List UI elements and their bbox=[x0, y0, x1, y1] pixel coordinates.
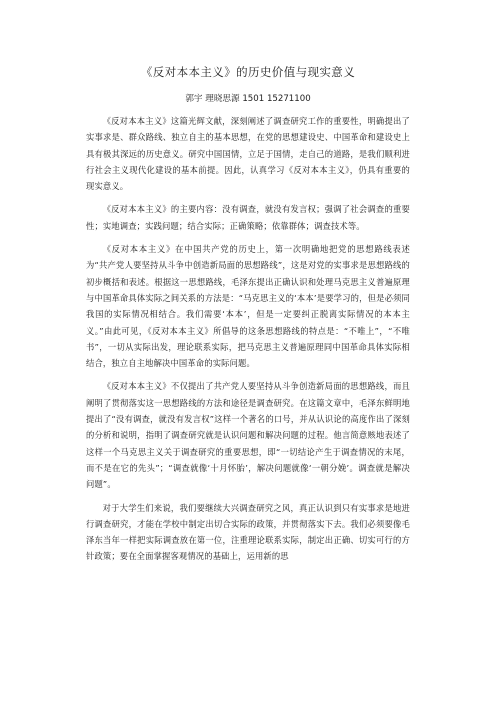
paragraph-5: 对于大学生们来说，我们要继续大兴调查研究之风，真正认识到只有实事求是地进行调查研究，才能在学校中制定出切合实际的政策，并贯彻落实下去。我们必须要像毛泽东当年一样把实际调查放在第一位，注重理论联系实际，制定出正确、切实可行的方针政策；要在全面掌握客观情况的基础上，运用新的思 bbox=[86, 502, 410, 562]
document-title: 《反对本本主义》的历史价值与现实意义 bbox=[140, 65, 356, 79]
author-line: 郭宇 理晓思源 1501 15271100 bbox=[185, 94, 311, 104]
paragraph-3: 《反对本本主义》在中国共产党的历史上，第一次明确地把党的思想路线表述为“共产党人要坚持从斗争中创造新局面的思想路线”，这是对党的实事求是思想路线的初步概括和表述。根据这一思想路线，毛泽东提出正确认识和处理马克思主义普遍原理与中国革命具体实际之间关系的方法是：“马克思主义的‘本本’是要学习的，但是必须同我国的实际情况相结合。我们需要‘本本’，但是一定要纠正脱离实际情况的本本主义。”由此可见，《反对本本主义》所倡导的这条思想路线的特点是：“不唯上”，“不唯书”，一切从实际出发，理论联系实际，把马克思主义普遍原理同中国革命具体实际相结合，独立自主地解决中国革命的实际问题。 bbox=[86, 244, 410, 369]
paragraph-1: 《反对本本主义》这篇光辉文献，深刻阐述了调查研究工作的重要性，明确提出了实事求是、群众路线、独立自主的基本思想，在党的思想建设史、中国革命和建设史上具有极其深远的历史意义。研究中国国情，立足于国情，走自己的道路，是我们顺利进行社会主义现代化建设的基本前提。因此，认真学习《反对本本主义》，仍具有重要的现实意义。 bbox=[86, 116, 410, 192]
paragraph-2: 《反对本本主义》的主要内容：没有调查，就没有发言权；强调了社会调查的重要性；实地调查；实践问题；结合实际；正确策略；依靠群体；调查技术等。 bbox=[86, 204, 410, 231]
paragraph-4: 《反对本本主义》不仅提出了共产党人要坚持从斗争创造新局面的思想路线，而且阐明了贯彻落实这一思想路线的方法和途径是调查研究。在这篇文章中，毛泽东鲜明地提出了“没有调查，就没有发言权”这样一个著名的口号，并从认识论的高度作出了深刻的分析和说明，指明了调查研究就是认识问题和解决问题的过程。他言简意赅地表述了这样一个马克思主义关于调查研究的重要思想，即“一切结论产生于调查情况的末尾，而不是在它的先头”；“调查就像‘十月怀胎’，解决问题就像‘一朝分娩’。调查就是解决问题”。 bbox=[86, 381, 410, 490]
